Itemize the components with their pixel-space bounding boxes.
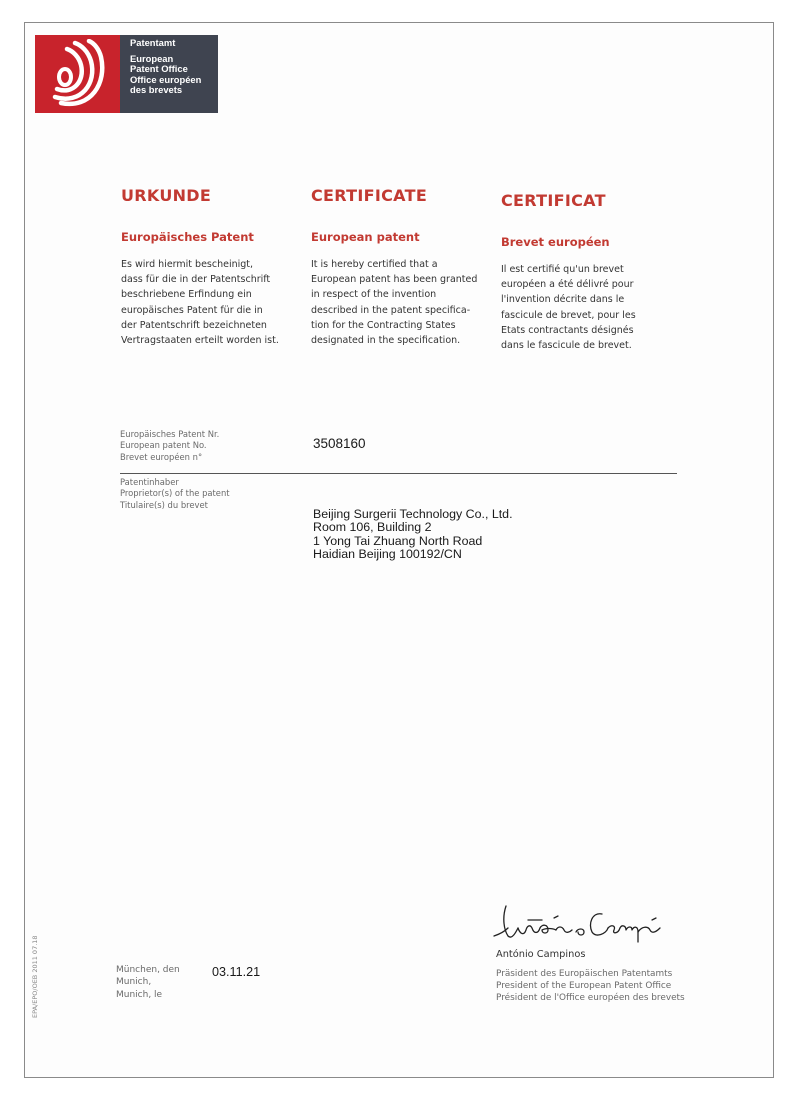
epo-logo-text: [120, 35, 218, 113]
body-line: beschriebene Erfindung ein: [121, 289, 252, 301]
column-subtitle: Brevet européen: [501, 235, 610, 249]
logo-line: European: [130, 53, 174, 65]
epo-logo: [35, 35, 218, 113]
column-german: [121, 186, 291, 348]
logo-line: Patentamt: [130, 37, 176, 48]
column-subtitle: European patent: [311, 230, 420, 244]
address-line: Haidian Beijing 100192/CN: [313, 547, 462, 562]
body-line: Il est certifié qu'un brevet: [501, 264, 624, 275]
label-line: Munich, le: [116, 989, 163, 1000]
label-line: Patentinhaber: [120, 477, 179, 487]
logo-line: des brevets: [130, 83, 183, 95]
column-body: [501, 262, 671, 353]
handwritten-signature: [490, 898, 670, 952]
body-line: in respect of the invention: [311, 289, 437, 301]
column-title: CERTIFICAT: [501, 191, 606, 210]
body-line: described in the patent specifica-: [311, 304, 471, 316]
body-line: Etats contractants désignés: [501, 324, 634, 336]
signatory-name: António Campinos: [496, 949, 586, 960]
label-line: Europäisches Patent Nr.: [120, 429, 220, 439]
body-line: European patent has been granted: [311, 274, 478, 286]
logo-line: Office européen: [130, 73, 202, 85]
logo-line: Patent Office: [130, 63, 188, 75]
body-line: Vertragstaaten erteilt worden ist.: [121, 335, 279, 347]
form-code: EPA/EPO/OEB 2011 07.18: [31, 935, 39, 1018]
body-line: europäisches Patent für die in: [121, 304, 263, 316]
proprietor-address: [313, 508, 513, 562]
label-line: Titulaire(s) du brevet: [120, 499, 208, 510]
role-line: Präsident des Europäischen Patentamts: [496, 969, 673, 979]
label-line: Proprietor(s) of the patent: [120, 488, 230, 499]
body-line: l'invention décrite dans le: [501, 294, 625, 306]
issue-date: 03.11.21: [212, 965, 261, 979]
address-line: Beijing Surgerii Technology Co., Ltd.: [313, 507, 513, 521]
patent-number-labels: [120, 429, 219, 463]
label-line: Munich,: [116, 977, 152, 988]
body-line: dass für die in der Patentschrift: [121, 274, 271, 286]
body-line: Es wird hiermit bescheinigt,: [121, 259, 254, 270]
column-title: URKUNDE: [121, 186, 212, 205]
body-line: der Patentschrift bezeichneten: [121, 319, 267, 331]
column-title: CERTIFICATE: [311, 186, 428, 205]
label-line: European patent No.: [120, 440, 207, 451]
role-line: Président de l'Office européen des brevets: [496, 993, 685, 1004]
body-line: européen a été délivré pour: [501, 279, 634, 291]
body-line: designated in the specification.: [311, 335, 461, 347]
address-line: Room 106, Building 2: [313, 520, 432, 535]
place-labels: [116, 964, 180, 1001]
column-body: [121, 257, 291, 348]
column-english: [311, 186, 481, 348]
column-body: [311, 257, 481, 348]
label-line: München, den: [116, 965, 180, 975]
address-line: 1 Yong Tai Zhuang North Road: [313, 533, 483, 548]
label-line: Brevet européen n°: [120, 451, 203, 462]
signatory-roles: [496, 968, 685, 1005]
divider: [120, 473, 677, 474]
body-line: fascicule de brevet, pour les: [501, 309, 636, 321]
body-line: tion for the Contracting States: [311, 319, 456, 331]
body-line: It is hereby certified that a: [311, 259, 438, 270]
patent-number: 3508160: [313, 436, 366, 451]
epo-logo-mark-icon: [35, 35, 120, 113]
body-line: dans le fascicule de brevet.: [501, 340, 632, 352]
column-subtitle: Europäisches Patent: [121, 230, 254, 244]
column-french: [501, 186, 671, 353]
role-line: President of the European Patent Office: [496, 981, 672, 992]
proprietor-labels: [120, 477, 230, 511]
